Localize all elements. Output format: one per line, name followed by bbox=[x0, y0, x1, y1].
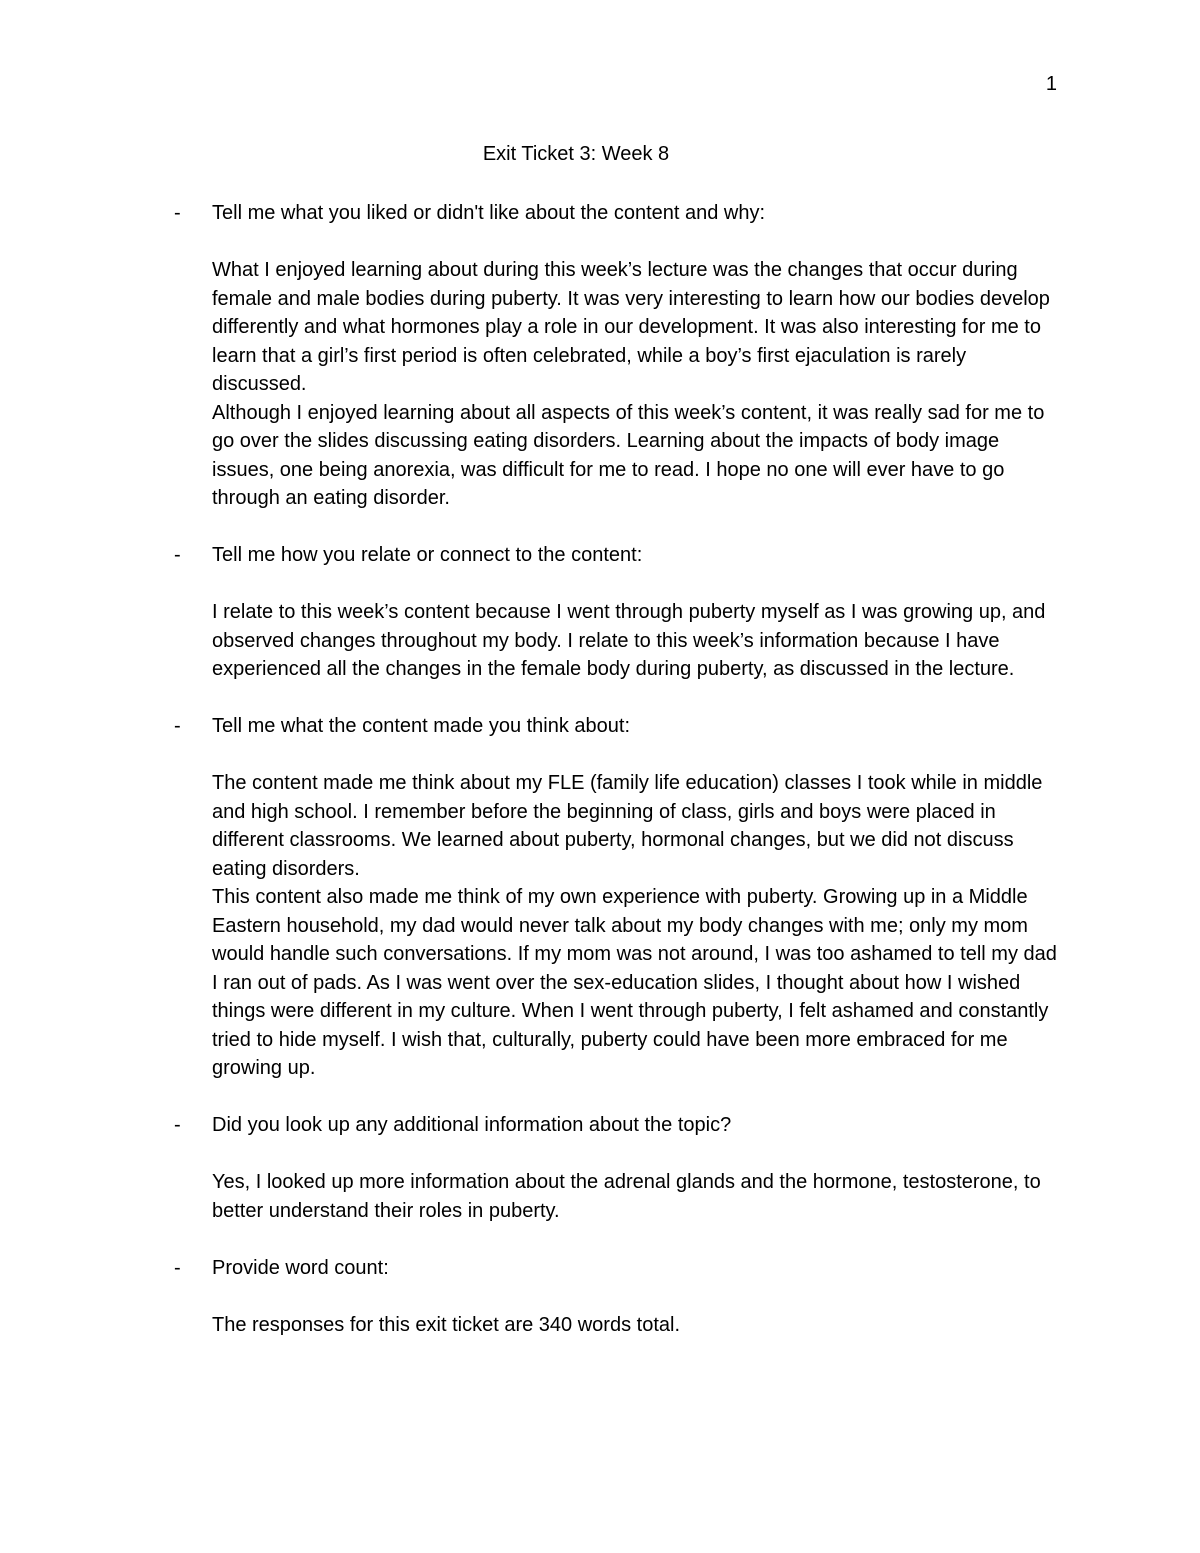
answer-block bbox=[212, 769, 1064, 1083]
list-bullet: - bbox=[174, 1114, 181, 1136]
question-row bbox=[174, 712, 1064, 741]
answer-paragraph: The content made me think about my FLE (family life education) classes I took while in middle and high school. I remember before the beginning of class, girls and boys were placed in different classrooms. We learned about puberty, hormonal changes, but we did not discuss eating disorders. bbox=[212, 772, 1043, 880]
question-text: Tell me what you liked or didn't like about the content and why: bbox=[212, 202, 766, 224]
question-text: Did you look up any additional information about the topic? bbox=[212, 1114, 732, 1136]
section-think-about bbox=[174, 712, 1064, 1083]
answer-block bbox=[212, 1311, 1064, 1340]
page-number: 1 bbox=[1045, 73, 1057, 95]
list-bullet: - bbox=[174, 202, 181, 224]
question-text: Tell me how you relate or connect to the content: bbox=[212, 544, 643, 566]
section-relate-content bbox=[174, 541, 1064, 684]
answer-paragraph: This content also made me think of my own experience with puberty. Growing up in a Middle Eastern household, my dad would never talk about my body changes with me; only my mom would handle such conversations. If my mom was not around, I was too ashamed to tell my dad I ran out of pads. As I was went over the sex-education slides, I thought about how I wished things were different in my culture. When I went through puberty, I felt ashamed and constantly tried to hide myself. I wish that, culturally, puberty could have been more embraced for me growing up. bbox=[212, 886, 1057, 1079]
answer-paragraph: What I enjoyed learning about during this week’s lecture was the changes that occur during female and male bodies during puberty. It was very interesting to learn how our bodies develop differently and what hormones play a role in our development. It was also interesting for me to learn that a girl’s first period is often celebrated, while a boy’s first ejaculation is rarely discussed. bbox=[212, 259, 1050, 395]
question-text: Provide word count: bbox=[212, 1256, 389, 1279]
list-bullet: - bbox=[174, 544, 181, 566]
answer-paragraph: Yes, I looked up more information about the adrenal glands and the hormone, testosterone, to better understand their roles in puberty. bbox=[212, 1171, 1041, 1222]
answer-block bbox=[212, 598, 1064, 684]
answer-paragraph: The responses for this exit ticket are 340 words total. bbox=[212, 1313, 680, 1336]
answer-paragraph: Although I enjoyed learning about all aspects of this week’s content, it was really sad for me to go over the slides discussing eating disorders. Learning about the impacts of body image issues, one being anorexia, was difficult for me to read. I hope no one will ever have to go through an eating disorder. bbox=[212, 401, 1045, 509]
section-liked-content bbox=[174, 199, 1064, 513]
question-row bbox=[174, 1111, 1064, 1140]
question-row bbox=[174, 1254, 1064, 1283]
document-title: Exit Ticket 3: Week 8 bbox=[482, 143, 670, 165]
list-bullet: - bbox=[174, 1256, 181, 1279]
question-text: Tell me what the content made you think about: bbox=[212, 715, 631, 737]
question-row bbox=[174, 541, 1064, 570]
question-row bbox=[174, 199, 1064, 228]
section-word-count bbox=[174, 1254, 1064, 1340]
answer-block bbox=[212, 1168, 1064, 1225]
document-body bbox=[174, 199, 1064, 1368]
answer-block bbox=[212, 256, 1064, 513]
list-bullet: - bbox=[174, 715, 181, 737]
answer-paragraph: I relate to this week’s content because I went through puberty myself as I was growing up, and observed changes throughout my body. I relate to this week’s information because I have experienced all the changes in the female body during puberty, as discussed in the lecture. bbox=[212, 601, 1046, 680]
section-additional-info bbox=[174, 1111, 1064, 1225]
